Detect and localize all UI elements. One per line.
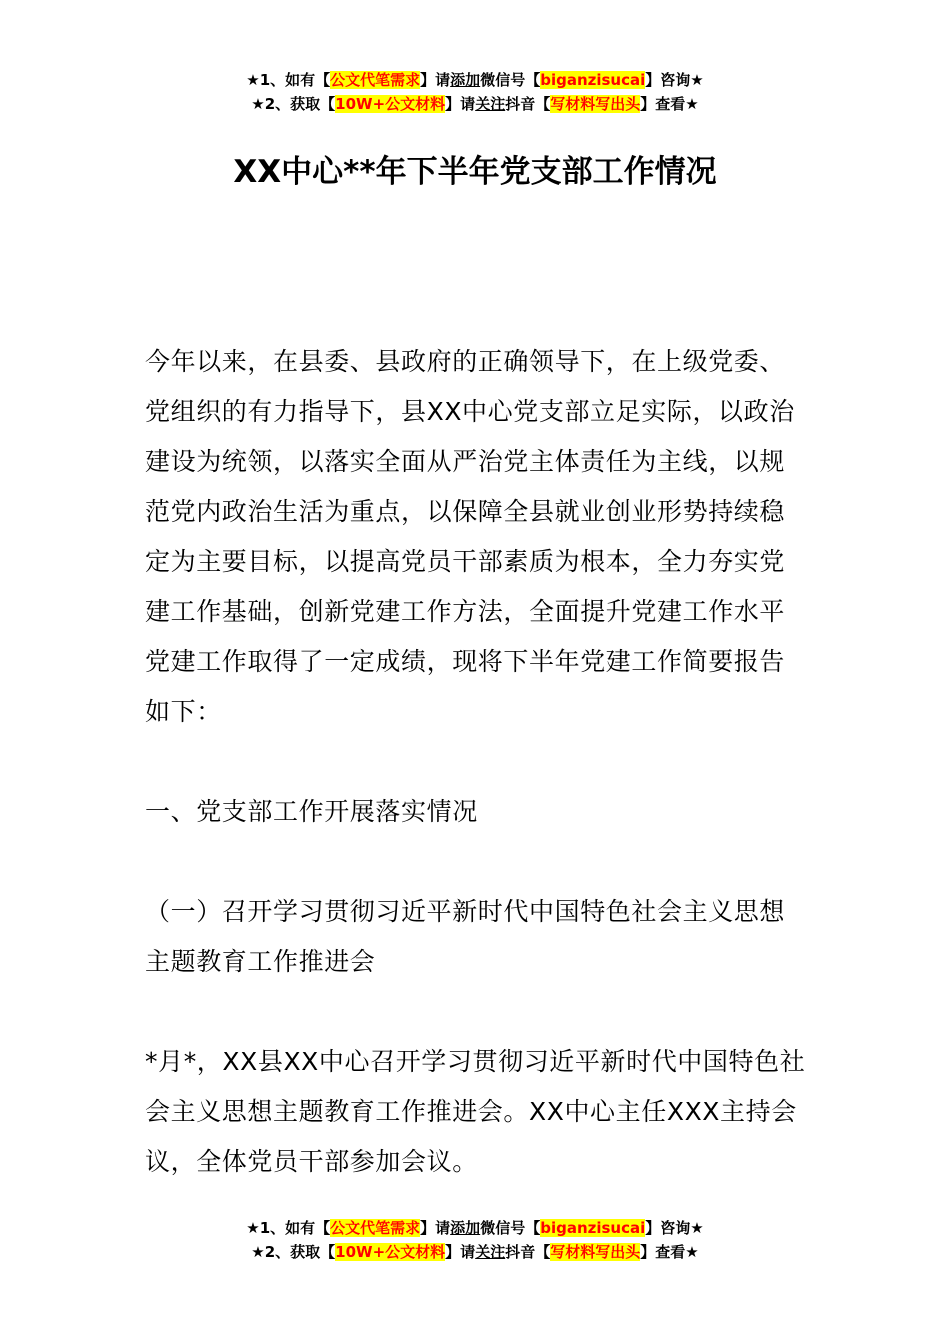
banner-line-2 bbox=[0, 1240, 950, 1264]
paragraph-line: 如下： bbox=[145, 697, 222, 726]
paragraph-line: 今年以来，在县委、县政府的正确领导下，在上级党委、 bbox=[145, 347, 786, 376]
underlined-text: 关注 bbox=[475, 1243, 506, 1261]
banner-text: 抖音【 bbox=[505, 95, 551, 113]
document-title: XX中心**年下半年党支部工作情况 bbox=[233, 154, 717, 190]
star-icon: ★ bbox=[251, 95, 265, 113]
heading-line: （一）召开学习贯彻习近平新时代中国特色社会主义思想 bbox=[145, 897, 786, 926]
banner-text: 微信号【 bbox=[480, 1219, 541, 1237]
banner-text: 1、如有【 bbox=[259, 71, 331, 89]
highlight-service: 公文代笔需求 bbox=[330, 71, 421, 89]
star-icon: ★ bbox=[690, 1219, 704, 1237]
banner-line-2 bbox=[0, 92, 950, 116]
banner-text: 1、如有【 bbox=[259, 1219, 331, 1237]
highlight-douyin-id: 写材料写出头 bbox=[550, 1243, 641, 1261]
meeting-paragraph bbox=[145, 1037, 810, 1187]
banner-text: 】咨询 bbox=[645, 71, 691, 89]
banner-text: 抖音【 bbox=[505, 1243, 551, 1261]
banner-text: 】请 bbox=[420, 71, 451, 89]
banner-text: 微信号【 bbox=[480, 71, 541, 89]
underlined-text: 添加 bbox=[450, 71, 481, 89]
star-icon: ★ bbox=[251, 1243, 265, 1261]
banner-text: 2、获取【 bbox=[264, 1243, 336, 1261]
highlight-wechat-id: biganzisucai bbox=[540, 71, 646, 89]
star-icon: ★ bbox=[685, 95, 699, 113]
banner-text: 】请 bbox=[445, 1243, 476, 1261]
banner-text: 】请 bbox=[420, 1219, 451, 1237]
footer-banner bbox=[0, 1216, 950, 1264]
subsection-heading bbox=[145, 887, 810, 987]
paragraph-line: 定为主要目标，以提高党员干部素质为根本，全力夯实党 bbox=[145, 547, 786, 576]
intro-paragraph bbox=[145, 337, 810, 737]
section-heading: 一、党支部工作开展落实情况 bbox=[145, 797, 478, 826]
star-icon: ★ bbox=[246, 1219, 260, 1237]
star-icon: ★ bbox=[246, 71, 260, 89]
banner-text: 】查看 bbox=[640, 95, 686, 113]
underlined-text: 关注 bbox=[475, 95, 506, 113]
banner-text: 】咨询 bbox=[645, 1219, 691, 1237]
underlined-text: 添加 bbox=[450, 1219, 481, 1237]
banner-line-1 bbox=[0, 68, 950, 92]
paragraph-line: 建工作基础，创新党建工作方法，全面提升党建工作水平 bbox=[145, 597, 786, 626]
paragraph-line: 党建工作取得了一定成绩，现将下半年党建工作简要报告 bbox=[145, 647, 786, 676]
header-banner bbox=[0, 68, 950, 116]
banner-text: 2、获取【 bbox=[264, 95, 336, 113]
paragraph-line: 议，全体党员干部参加会议。 bbox=[145, 1147, 478, 1176]
paragraph-line: 范党内政治生活为重点，以保障全县就业创业形势持续稳 bbox=[145, 497, 786, 526]
paragraph-line: 建设为统领，以落实全面从严治党主体责任为主线，以规 bbox=[145, 447, 786, 476]
highlight-douyin-id: 写材料写出头 bbox=[550, 95, 641, 113]
highlight-service: 公文代笔需求 bbox=[330, 1219, 421, 1237]
heading-line: 主题教育工作推进会 bbox=[145, 947, 376, 976]
highlight-materials: 10W+公文材料 bbox=[335, 95, 446, 113]
highlight-wechat-id: biganzisucai bbox=[540, 1219, 646, 1237]
star-icon: ★ bbox=[685, 1243, 699, 1261]
paragraph-line: *月*，XX县XX中心召开学习贯彻习近平新时代中国特色社 bbox=[145, 1047, 806, 1076]
paragraph-line: 会主义思想主题教育工作推进会。XX中心主任XXX主持会 bbox=[145, 1097, 797, 1126]
banner-text: 】查看 bbox=[640, 1243, 686, 1261]
banner-text: 】请 bbox=[445, 95, 476, 113]
highlight-materials: 10W+公文材料 bbox=[335, 1243, 446, 1261]
star-icon: ★ bbox=[690, 71, 704, 89]
paragraph-line: 党组织的有力指导下，县XX中心党支部立足实际，以政治 bbox=[145, 397, 795, 426]
banner-line-1 bbox=[0, 1216, 950, 1240]
